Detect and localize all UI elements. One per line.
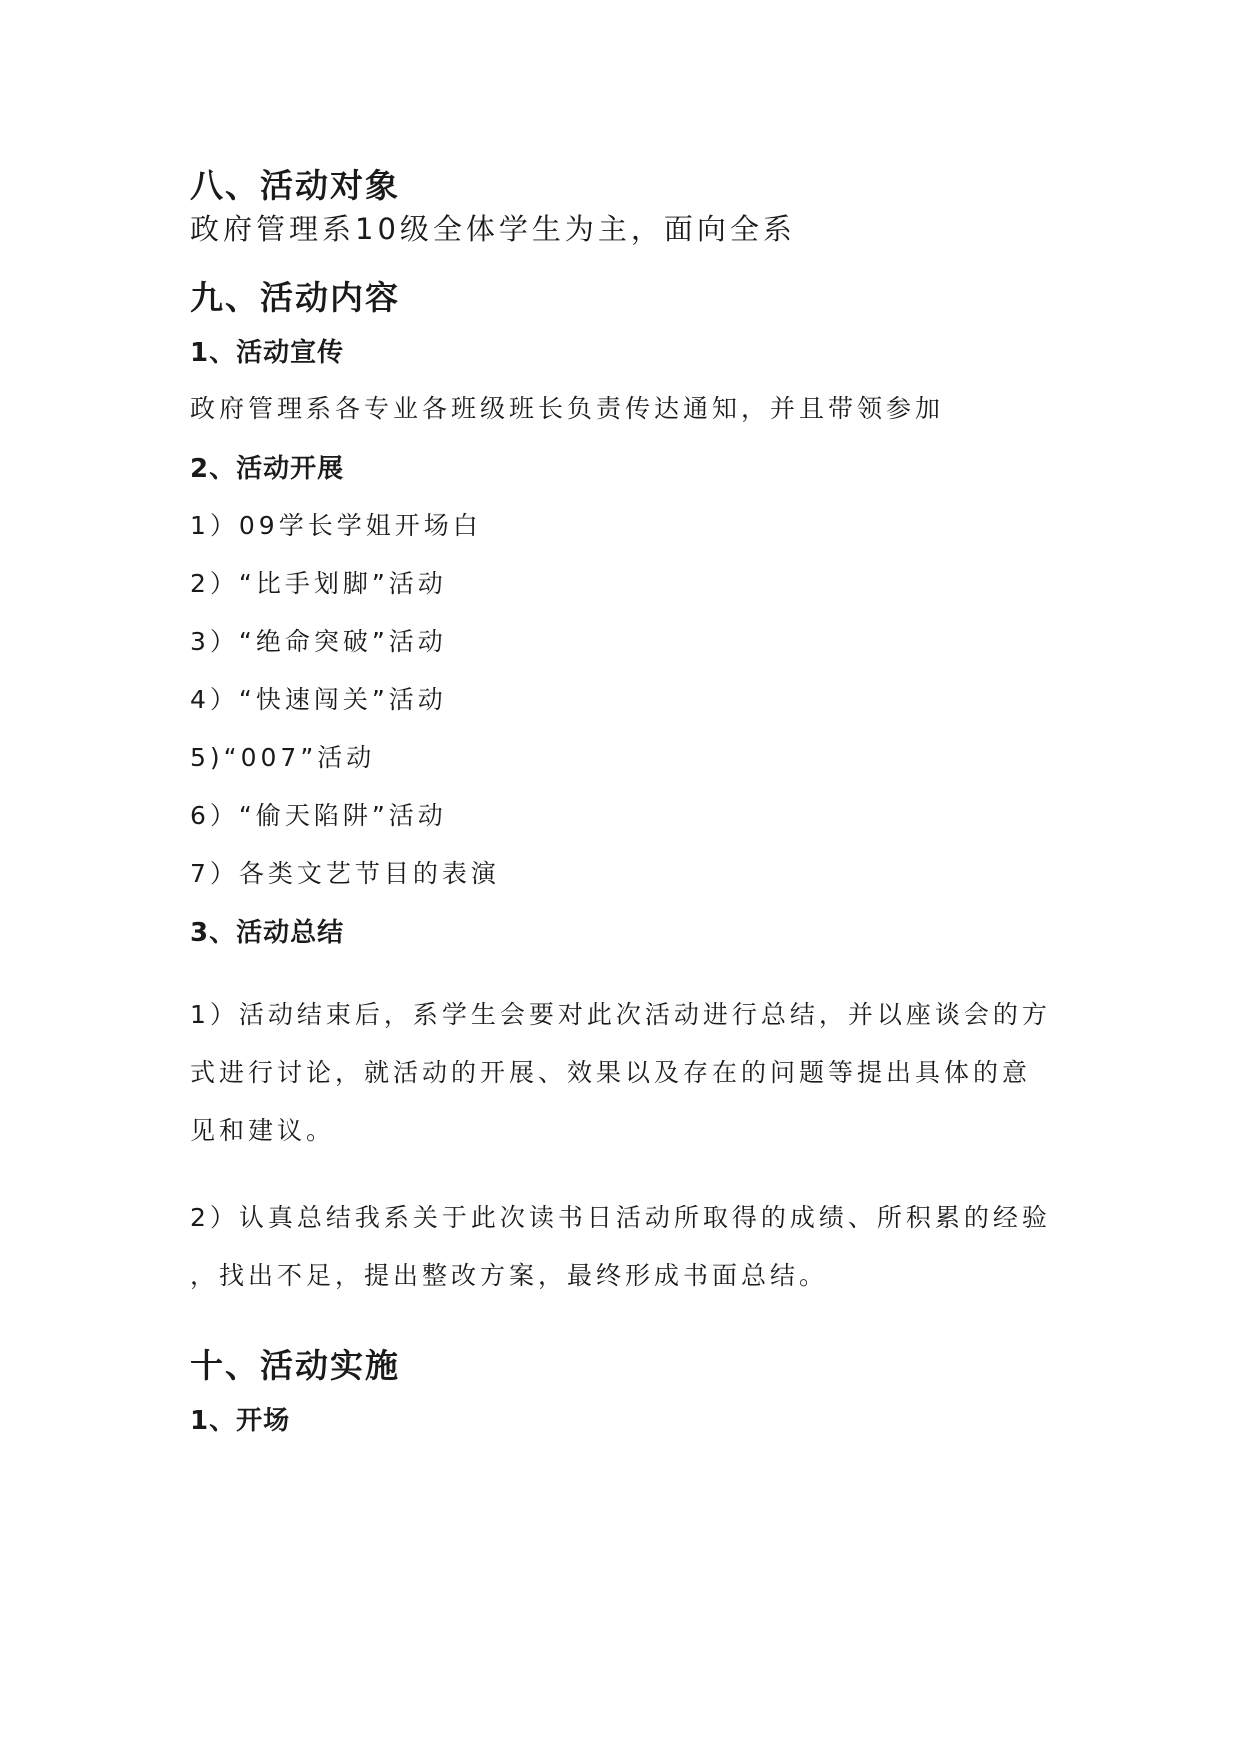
list-item: 1）09学长学姐开场白 [190, 511, 482, 540]
section-heading-implementation: 十、活动实施 [190, 1346, 400, 1385]
summary-paragraph-2-line: 2）认真总结我系关于此次读书日活动所取得的成绩、所积累的经验 [190, 1203, 1051, 1232]
summary-paragraph-1-line: 式进行讨论，就活动的开展、效果以及存在的问题等提出具体的意 [190, 1058, 1032, 1087]
subheading-activity-development: 2、活动开展 [190, 454, 345, 484]
subheading-activity-summary: 3、活动总结 [190, 918, 345, 948]
list-item: 7）各类文艺节目的表演 [190, 859, 500, 888]
target-audience-text: 政府管理系10级全体学生为主，面向全系 [190, 212, 796, 246]
subheading-opening: 1、开场 [190, 1406, 291, 1436]
publicity-text: 政府管理系各专业各班级班长负责传达通知，并且带领参加 [190, 394, 945, 423]
list-item: 2）“比手划脚”活动 [190, 569, 447, 598]
list-item: 4）“快速闯关”活动 [190, 685, 447, 714]
subheading-publicity: 1、活动宣传 [190, 338, 345, 368]
summary-paragraph-1-line: 1）活动结束后，系学生会要对此次活动进行总结，并以座谈会的方 [190, 1000, 1051, 1029]
section-heading-target-audience: 八、活动对象 [190, 166, 400, 205]
summary-paragraph-1-line: 见和建议。 [190, 1116, 336, 1145]
summary-paragraph-2-line: ，找出不足，提出整改方案，最终形成书面总结。 [190, 1261, 829, 1290]
list-item: 6）“偷天陷阱”活动 [190, 801, 447, 830]
list-item: 5)“007”活动 [190, 743, 376, 772]
list-item: 3）“绝命突破”活动 [190, 627, 447, 656]
section-heading-activity-content: 九、活动内容 [190, 278, 400, 317]
